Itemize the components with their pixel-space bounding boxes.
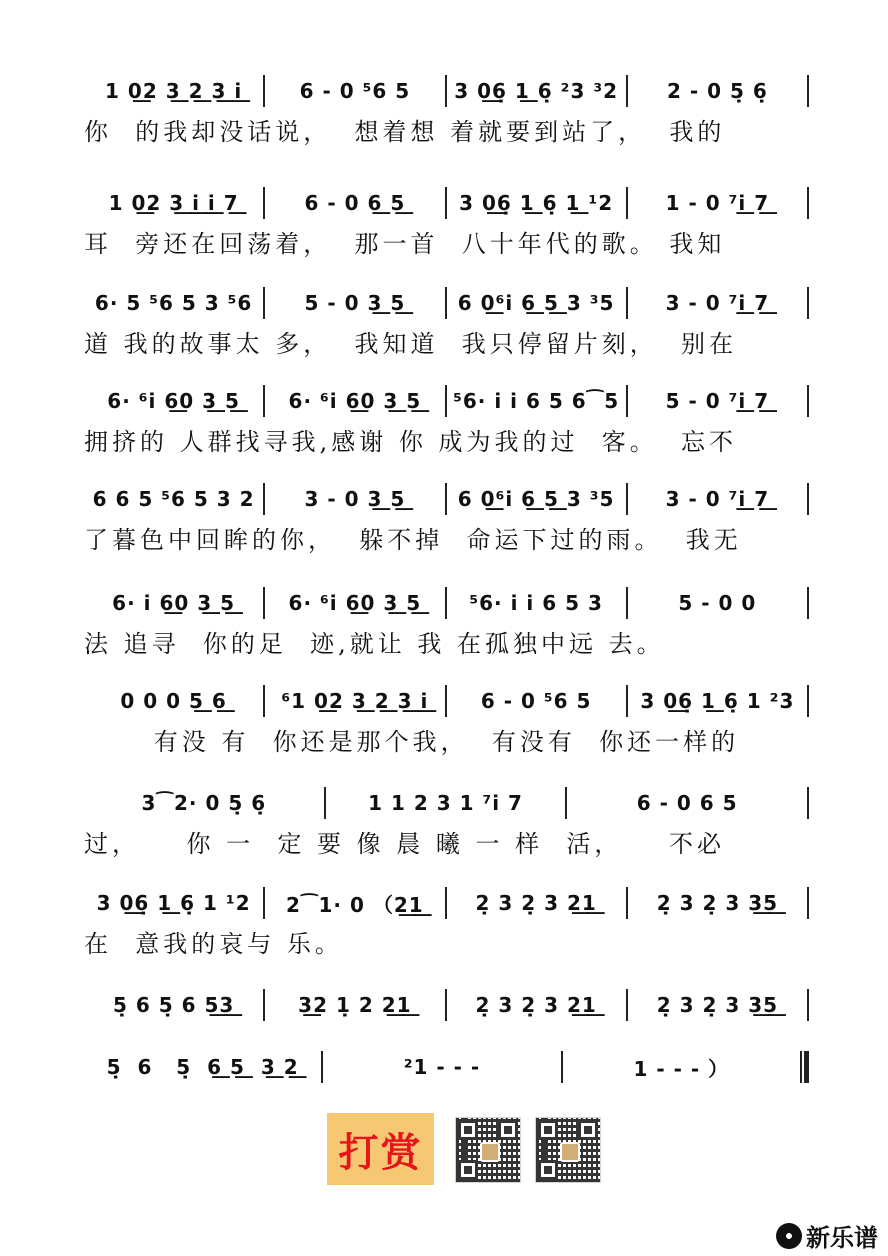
lyrics-line: 耳 旁还在回荡着， 那一首 八十年代的歌。 我知 [84,230,726,258]
notation-line [84,186,809,220]
measure: 6· 5 ⁵6 5 3 ⁵6 [94,291,253,315]
measure: 3 - 0 ⁷i͟ 7͟ [665,487,770,511]
measure: 0 0 0 5͟ 6͟ [120,689,227,713]
score-system-2 [84,186,809,264]
barline [807,483,809,515]
barline [807,685,809,717]
lyrics-line: 法 追寻 你的足 迹,就让 我 在孤独中远 去。 [84,630,665,658]
lyrics-line: 拥挤的 人群找寻我,感谢 你 成为我的过 客。 忘不 [84,428,738,456]
notation-line [84,586,809,620]
qr-finder [578,1120,598,1140]
qr-code-2 [535,1117,601,1183]
measure: 6 - 0 6 5 [636,791,738,815]
qr-finder [458,1160,478,1180]
measure: 3 0͟6̣ 1͟ 6̣ ²3 ³2 [454,79,618,103]
measure: 5̣ 6 5̣ 6 5͟3͟ [112,993,235,1017]
score-system-3 [84,286,809,364]
measure: 5 - 0 3͟ 5͟ [304,291,406,315]
measure: 1 0͟2 3͟ i͟ i͟ 7͟ [108,191,239,215]
measure: 3 0͟6̣ 1͟ 6̣ 1 ¹2 [96,891,251,915]
qr-code-1 [455,1117,521,1183]
measure: 3 0͟6̣ 1͟ 6̣ 1͟ ¹2 [459,191,614,215]
qr-finder [458,1120,478,1140]
measure: 6 - 0 ⁵6 5 [480,689,592,713]
notation-line [84,286,809,320]
measure: ²1 - - - [403,1055,481,1079]
final-barline [800,1051,809,1083]
measure: 6· ⁶i 6͟0 3͟ 5͟ [288,591,422,615]
measure: ⁶1 0͟2 3͟ 2͟ 3͟ i͟ [281,689,429,713]
measure: 2⁀1· 0 （2͟1͟ [286,892,424,917]
score-system-6 [84,586,809,664]
barline [807,187,809,219]
notation-line [84,482,809,516]
notation-line [84,74,809,108]
notation-line [84,1050,809,1084]
notation-line [84,684,809,718]
score-system-7 [84,684,809,762]
measure: 2̣ 3 2̣ 3 2͟1͟ [475,993,597,1017]
measure: 6 0͟⁶i 6͟ 5͟ 3 ³5 [457,291,615,315]
brand-logo[interactable] [776,1218,878,1253]
barline [807,385,809,417]
score-system-8 [84,786,809,864]
barline [807,587,809,619]
measure: 5 - 0 0 [678,591,757,615]
qr-finder [538,1120,558,1140]
notation-line [84,384,809,418]
measure: 6 - 0 ⁵6 5 [299,79,411,103]
qr-logo-icon [560,1142,580,1162]
barline [807,887,809,919]
score-system-5 [84,482,809,560]
measure: 1 0͟2 3͟ 2͟ 3͟ i͟ [105,79,243,103]
lyrics-line: 有没 有 你还是那个我， 有没有 你还一样的 [84,728,740,756]
score-system-1 [84,74,809,152]
lyrics-line: 在 意我的哀与 乐。 [84,930,343,958]
score-system-11 [84,1050,809,1084]
measure: 6· i 6͟0 3͟ 5͟ [112,591,236,615]
measure: 3 - 0 3͟ 5͟ [304,487,406,511]
score-system-4 [84,384,809,462]
measure: 1 1 2 3 1 ⁷i 7 [368,791,523,815]
qr-finder [498,1120,518,1140]
lyrics-line: 过， 你 一 定 要 像 晨 曦 一 样 活， 不必 [84,830,725,858]
measure: 3 - 0 ⁷i͟ 7͟ [665,291,770,315]
barline [807,75,809,107]
qr-logo-icon [480,1142,500,1162]
measure: ⁵6· i i 6 5 6⁀5 [453,389,620,413]
measure: 2 - 0 5̣ 6̣ [666,79,768,103]
lyrics-line: 了暮色中回眸的你， 躲不掉 命运下过的雨。 我无 [84,526,742,554]
qr-finder [538,1160,558,1180]
measure: 3͟2 1̣ 2 2͟1͟ [298,993,412,1017]
measure: 2̣ 3 2̣ 3 2͟1͟ [475,891,597,915]
notation-line [84,786,809,820]
measure: 6· ⁶i 6͟0 3͟ 5͟ [288,389,422,413]
score-system-9 [84,886,809,964]
reward-button[interactable]: 打赏 [327,1113,434,1185]
barline [807,989,809,1021]
measure: ⁵6· i i 6 5 3 [469,591,603,615]
measure: 6 0͟⁶i 6͟ 5͟ 3 ³5 [457,487,615,511]
notation-line [84,886,809,920]
measure: 6 6 5 ⁵6 5 3 2 [92,487,255,511]
barline [807,787,809,819]
measure: 5̣ 6 5̣ 6͟ 5͟ 3͟ 2͟ [106,1055,299,1079]
measure: 2̣ 3 2̣ 3 3͟5͟ [656,891,779,915]
score-system-10 [84,988,809,1022]
barline [807,287,809,319]
measure: 3⁀2· 0 5̣ 6̣ [141,791,267,815]
brand-name: 新乐谱 [806,1224,878,1252]
measure: 2̣ 3 2̣ 3 3͟5͟ [656,993,779,1017]
measure: 1 - 0 ⁷i͟ 7͟ [665,191,770,215]
lyrics-line: 道 我的故事太 多， 我知道 我只停留片刻， 别在 [84,330,738,358]
measure: 6 - 0 6͟ 5͟ [304,191,406,215]
measure: 1 - - - ） [633,1056,730,1081]
notation-line [84,988,809,1022]
lyrics-line: 你 的我却没话说， 想着想 着就要到站了， 我的 [84,118,726,146]
vinyl-disc-icon [776,1223,802,1249]
measure: 3 0͟6̣ 1͟ 6̣ 1 ²3 [640,689,795,713]
measure: 6· ⁶i 6͟0 3͟ 5͟ [107,389,240,413]
measure: 5 - 0 ⁷i͟ 7͟ [665,389,770,413]
